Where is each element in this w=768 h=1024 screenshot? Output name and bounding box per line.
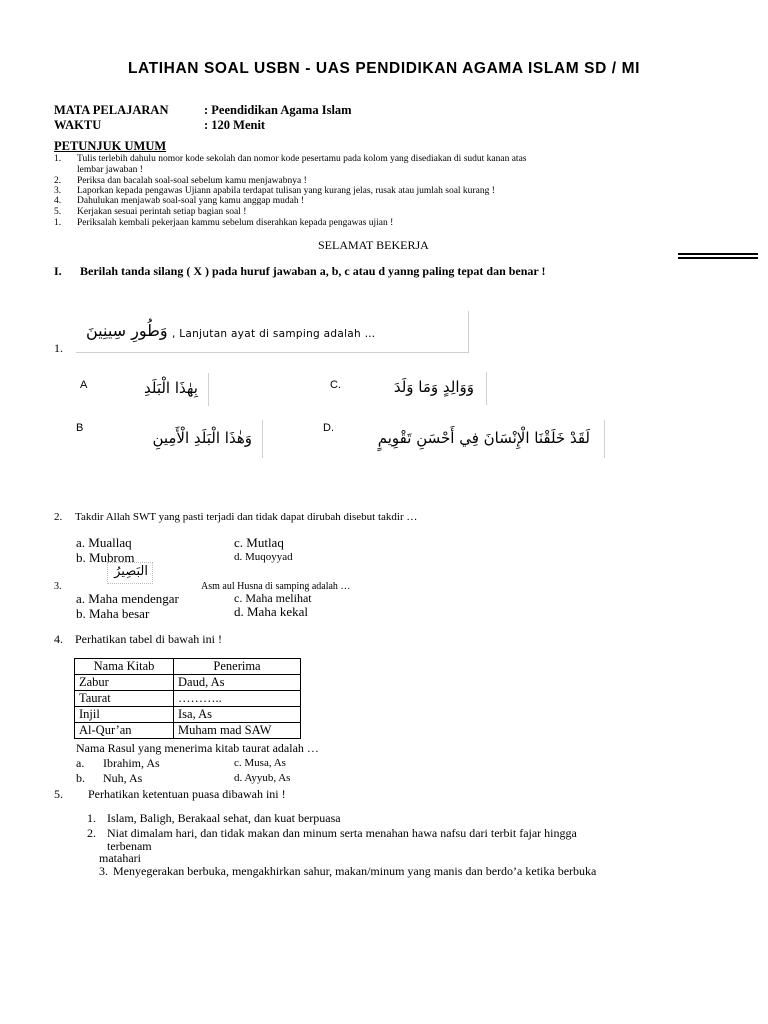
q5-item-text: terbenam [107, 839, 152, 853]
table-cell: Zabur [75, 675, 174, 691]
q3-arabic: البَصِيرُ [114, 564, 148, 579]
q1-option-a-arabic: بِهٰذَا الْبَلَدِ [143, 379, 198, 397]
table-cell: Injil [75, 707, 174, 723]
instruction-num: 2. [54, 176, 62, 186]
q1-option-a-image[interactable] [112, 373, 209, 406]
page-title: LATIHAN SOAL USBN - UAS PENDIDIKAN AGAMA ISLAM SD / MI [127, 60, 641, 77]
q5-item-num: 2. [87, 826, 96, 840]
q5-item-text: Islam, Baligh, Berakaal sehat, dan kuat berpuasa [107, 811, 341, 825]
question-number: 5. [54, 787, 63, 801]
instruction-num: 1. [54, 218, 62, 228]
table-cell: Daud, As [174, 675, 301, 691]
instruction-text: Periksalah kembali pekerjaan kammu sebelum diserahkan kepada pengawas ujian ! [77, 218, 394, 228]
table-cell: Taurat [75, 691, 174, 707]
q4-question: Nama Rasul yang menerima kitab taurat adalah … [76, 741, 319, 755]
q3-calligraphy-image [107, 562, 153, 584]
instruction-text: Periksa dan bacalah soal-soal sebelum kamu menjawabnya ! [77, 176, 307, 186]
question-number: 3. [54, 581, 62, 592]
q1-option-c-image[interactable] [380, 372, 487, 405]
question-number: 4. [54, 632, 63, 646]
table-header: Penerima [174, 659, 301, 675]
instruction-text: Tulis terlebih dahulu nomor kode sekolah dan nomor kode pesertamu pada kolom yang disediakan di sudut kanan atas [77, 154, 527, 164]
question-number: 2. [54, 511, 63, 523]
table-header: Nama Kitab [75, 659, 174, 675]
double-rule-top [678, 253, 758, 255]
q4-option-b-label[interactable]: b. [76, 771, 85, 785]
instructions-heading: PETUNJUK UMUM [54, 139, 167, 153]
option-label-b[interactable]: B [76, 422, 84, 434]
q4-option-b[interactable]: Nuh, As [103, 771, 143, 785]
subject-label: MATA PELAJARAN [54, 103, 169, 117]
option-label-c[interactable]: C. [330, 379, 341, 391]
kitab-table [74, 658, 301, 739]
instruction-text: Dahulukan menjawab soal-soal yang kamu anggap mudah ! [77, 196, 305, 206]
table-cell: Al-Qur’an [75, 723, 174, 739]
q3-option-c[interactable]: c. Maha melihat [234, 591, 312, 605]
question-text: Asm aul Husna di samping adalah … [201, 581, 351, 592]
q4-option-d[interactable]: d. Ayyub, As [234, 772, 291, 784]
q2-option-c[interactable]: c. Mutlaq [234, 535, 284, 550]
section-instruction: Berilah tanda silang ( X ) pada huruf jawaban a, b, c atau d yanng paling tepat dan benar ! [80, 264, 546, 278]
double-rule-bottom [678, 257, 758, 259]
q5-item-num: 1. [87, 811, 96, 825]
option-label-d[interactable]: D. [323, 422, 334, 434]
q1-verse-image [76, 311, 469, 353]
greeting: SELAMAT BEKERJA [318, 238, 429, 252]
q1-option-c-arabic: وَوَالِدٍ وَمَا وَلَدَ [393, 378, 474, 396]
q5-item-text: Niat dimalam hari, dan tidak makan dan minum serta menahan hawa nafsu dari terbit fajar hingga [107, 826, 577, 840]
instruction-text: lembar jawaban ! [77, 165, 143, 175]
q1-option-b-arabic: وَهٰذَا الْبَلَدِ الْأَمِينِ [152, 429, 252, 447]
section-number: I. [54, 264, 62, 278]
q3-option-d[interactable]: d. Maha kekal [234, 604, 309, 619]
instruction-num: 4. [54, 196, 62, 206]
q1-arabic-verse: وَطُورِ سِينِينَ [86, 321, 168, 340]
q1-prompt: , Lanjutan ayat di samping adalah … [172, 328, 376, 340]
q2-option-b[interactable]: b. Mubrom [76, 550, 135, 565]
table-row [75, 675, 301, 691]
q4-option-a-label[interactable]: a. [76, 756, 85, 770]
q2-option-d[interactable]: d. Muqoyyad [234, 551, 293, 563]
subject-value: : Peendidikan Agama Islam [204, 103, 352, 117]
table-cell: Isa, As [174, 707, 301, 723]
instruction-num: 1. [54, 154, 62, 164]
instruction-text: Laporkan kepada pengawas Ujiann apabila terdapat tulisan yang kurang jelas, rusak atau jumlah soal kurang ! [77, 186, 495, 196]
q5-item-text: matahari [99, 851, 141, 865]
option-label-a[interactable]: A [80, 379, 88, 391]
q2-option-a[interactable]: a. Muallaq [76, 535, 132, 550]
table-row [75, 723, 301, 739]
instruction-num: 3. [54, 186, 62, 196]
table-row [75, 691, 301, 707]
q1-option-b-image[interactable] [112, 420, 263, 458]
question-text: Takdir Allah SWT yang pasti terjadi dan tidak dapat dirubah disebut takdir … [75, 511, 418, 523]
q1-option-d-arabic: لَقَدْ خَلَقْنَا الْإِنْسَانَ فِي أَحْسَنِ تَقْوِيمٍ [377, 429, 590, 447]
question-number: 1. [54, 341, 63, 355]
instruction-text: Kerjakan sesuai perintah setiap bagian soal ! [77, 207, 247, 217]
q3-option-b[interactable]: b. Maha besar [76, 606, 150, 621]
q4-option-c[interactable]: c. Musa, As [234, 757, 286, 769]
q5-item-text: Menyegerakan berbuka, mengakhirkan sahur, makan/minum yang manis dan berdo’a ketika berbuka [113, 864, 597, 878]
q5-item-num: 3. [99, 864, 108, 878]
q3-option-a[interactable]: a. Maha mendengar [76, 591, 179, 606]
time-value: : 120 Menit [204, 118, 266, 132]
q4-option-a[interactable]: Ibrahim, As [103, 756, 160, 770]
table-cell: Muham mad SAW [174, 723, 301, 739]
q1-option-d-image[interactable] [368, 420, 605, 458]
instruction-num: 5. [54, 207, 62, 217]
question-text: Perhatikan ketentuan puasa dibawah ini ! [88, 787, 286, 801]
question-text: Perhatikan tabel di bawah ini ! [75, 632, 222, 646]
table-cell: ……….. [174, 691, 301, 707]
table-header-row [75, 659, 301, 675]
time-label: WAKTU [54, 118, 102, 132]
table-row [75, 707, 301, 723]
